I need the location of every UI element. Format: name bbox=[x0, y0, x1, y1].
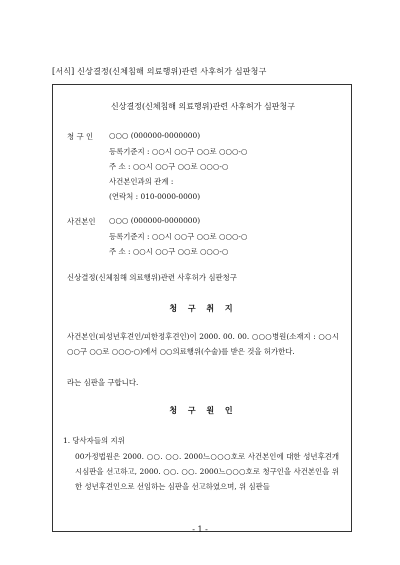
purpose-text: 사건본인(피성년후견인/피한정후견인)이 2000. 00. 00. ○○○병원(소재지 : ○○시 ○○구 ○○로 ○○○-○)에서 ○○의료행위(수술)를 받은 것을 허가한다. bbox=[67, 332, 339, 356]
document-frame bbox=[52, 84, 352, 532]
restated-title: 신상결정(신체침해 의료행위)관련 사후허가 심판청구 bbox=[67, 273, 237, 282]
page-number: - 1 - bbox=[192, 525, 208, 534]
cause-text-1: 00가정법원은 2000. ○○. ○○. 2000느○○○호로 사건본인에 대한 성년후견개시심판을 선고하고, 2000. ○○. ○○. 2000느○○○호로 청구인을 사건본인을 위한 성년후견인으로 선임하는 심판을 선고하였으며, 위 심판들 bbox=[75, 452, 339, 491]
subject-label: 사건본인 bbox=[67, 217, 96, 226]
page-header-title: [서식] 신상결정(신체침해 의료행위)관련 사후허가 심판청구 bbox=[52, 67, 267, 76]
claimant-label: 청 구 인 bbox=[67, 132, 94, 141]
claimant-registration: 등록기준지 : ○○시 ○○구 ○○로 ○○○-○ bbox=[109, 147, 248, 156]
document-title: 신상결정(신체침해 의료행위)관련 사후허가 심판청구 bbox=[111, 102, 295, 111]
purpose-close: 라는 심판을 구합니다. bbox=[67, 378, 139, 387]
subject-name: ○○○ (000000-0000000) bbox=[109, 216, 201, 225]
claimant-address: 주 소 : ○○시 ○○구 ○○로 ○○○-○ bbox=[109, 162, 229, 171]
subject-registration: 등록기준지 : ○○시 ○○구 ○○로 ○○○-○ bbox=[109, 232, 248, 241]
claimant-relation: 사건본인과의 관계 : bbox=[109, 177, 174, 186]
subject-address: 주 소 : ○○시 ○○구 ○○로 ○○○-○ bbox=[109, 247, 229, 256]
claimant-name: ○○○ (000000-0000000) bbox=[109, 131, 201, 140]
cause-item-1: 1. 당사자들의 지위 bbox=[63, 436, 125, 445]
cause-heading: 청 구 원 인 bbox=[169, 405, 237, 415]
claimant-contact: (연락처 : 010-0000-0000) bbox=[109, 192, 201, 201]
purpose-heading: 청 구 취 지 bbox=[169, 303, 237, 313]
